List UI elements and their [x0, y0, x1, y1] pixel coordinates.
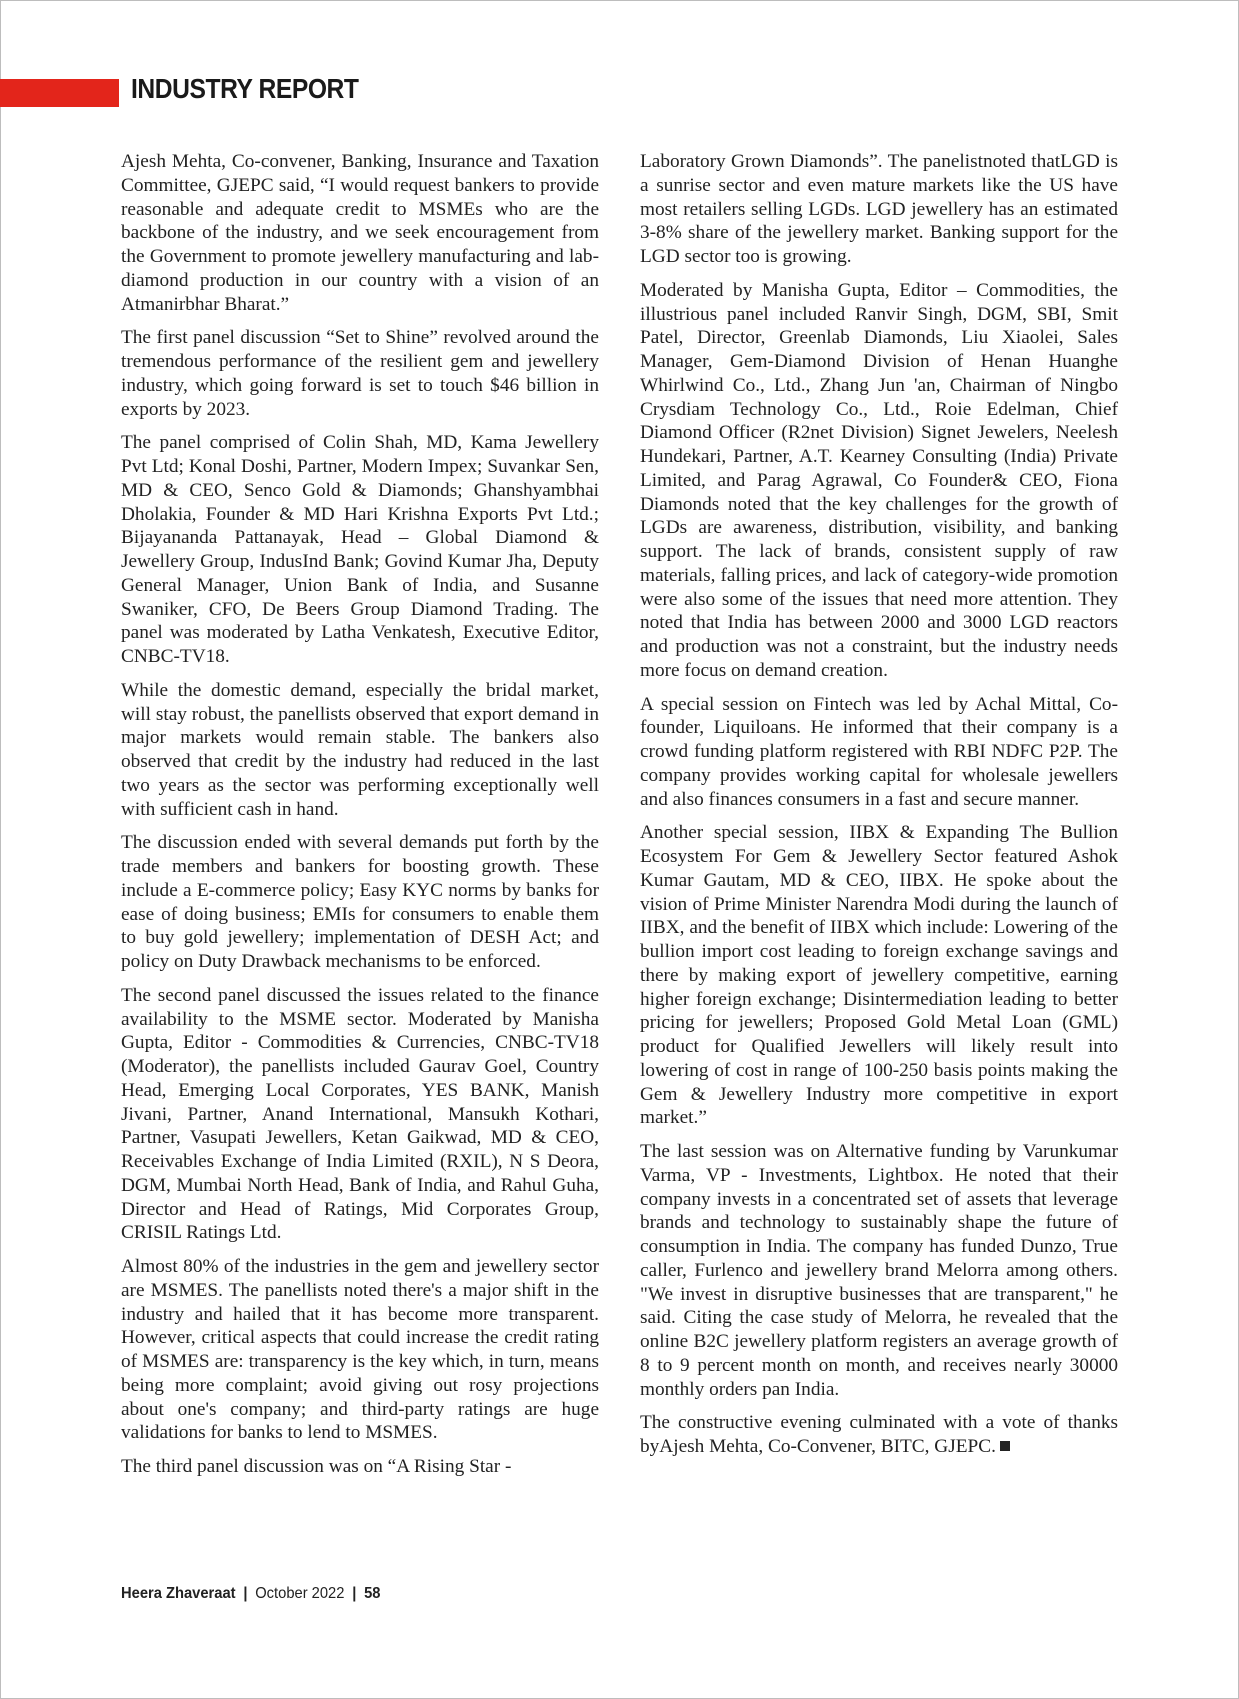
paragraph-ajesh-mehta-quote: Ajesh Mehta, Co-convener, Banking, Insurance and Taxation Committee, GJEPC said, “I would request bankers to provide reasonable and adequate credit to MSMEs who are the backbone of the industry, and we seek encouragement from the Government to promote jewellery manufacturing and lab-diamond production in our country with a vision of an Atmanirbhar Bharat.”: [121, 151, 599, 315]
footer-magazine-name: Heera Zhaveraat: [121, 1585, 236, 1602]
paragraph-demands: The discussion ended with several demands put forth by the trade members and bankers for boosting growth. These include a E-commerce policy; Easy KYC norms by banks for ease of doing business; EMIs for consumers to enable them to buy gold jewellery; implementation of DESH Act; and policy on Duty Drawback mechanisms to be enforced.: [121, 832, 599, 972]
footer-separator-2: |: [352, 1585, 357, 1602]
paragraph-first-panel: The first panel discussion “Set to Shine” revolved around the tremendous performance of the resilient gem and jewellery industry, which going forward is set to touch $46 billion in exports by 2023.: [121, 327, 599, 420]
paragraph-third-panel-cont: Laboratory Grown Diamonds”. The panelistnoted thatLGD is a sunrise sector and even mature markets like the US have most retailers selling LGDs. LGD jewellery has an estimated 3-8% share of the jewellery market. Banking support for the LGD sector too is growing.: [640, 151, 1118, 267]
footer-separator: |: [243, 1585, 248, 1602]
section-title: INDUSTRY REPORT: [131, 73, 359, 104]
paragraph-third-panel-start: The third panel discussion was on “A Rising Star -: [121, 1456, 512, 1477]
paragraph-alternative-funding: The last session was on Alternative funding by Varunkumar Varma, VP - Investments, Lightbox. He noted that their company invests in a concentrated set of assets that leverage brands and technology to sustainably shape the future of consumption in India. The company has funded Dunzo, True caller, Furlenco and jewellery brand Melorra among others. "We invest in disruptive businesses that are transparent," he said. Citing the case study of Melorra, he revealed that the online B2C jewellery platform registers an average growth of 8 to 9 percent month on month, and receives nearly 30000 monthly orders pan India.: [640, 1141, 1118, 1400]
paragraph-panel-members: The panel comprised of Colin Shah, MD, Kama Jewellery Pvt Ltd; Konal Doshi, Partner, Modern Impex; Suvankar Sen, MD & CEO, Senco Gold & Diamonds; Ghanshyambhai Dholakia, Founder & MD Hari Krishna Exports Pvt Ltd.; Bijayananda Pattanayak, Head – Global Diamond & Jewellery Group, IndusInd Bank; Govind Kumar Jha, Deputy General Manager, Union Bank of India, and Susanne Swaniker, CFO, De Beers Group Diamond Trading. The panel was moderated by Latha Venkatesh, Executive Editor, CNBC-TV18.: [121, 432, 599, 667]
article-column-right: [640, 150, 1118, 1469]
paragraph-closing: [640, 1411, 1118, 1459]
footer-page-number: 58: [364, 1585, 381, 1602]
article-column-left: [121, 150, 599, 1489]
end-of-article-icon: [1000, 1441, 1010, 1451]
page-footer: [121, 1585, 380, 1603]
footer-issue-date: October 2022: [255, 1585, 345, 1602]
paragraph-lgd-panel: Moderated by Manisha Gupta, Editor – Commodities, the illustrious panel included Ranvir Singh, DGM, SBI, Smit Patel, Director, Greenlab Diamonds, Liu Xiaolei, Sales Manager, Gem-Diamond Division of Henan Huanghe Whirlwind Co., Ltd., Zhang Jun 'an, Chairman of Ningbo Crysdiam Technology Co., Ltd., Roie Edelman, Chief Diamond Officer (R2net Division) Signet Jewelers, Neelesh Hundekari, Partner, A.T. Kearney Consulting (India) Private Limited, and Parag Agrawal, Co Founder& CEO, Fiona Diamonds noted that the key challenges for the growth of LGDs are awareness, distribution, visibility, and banking support. The lack of brands, consistent supply of raw materials, falling prices, and lack of category-wide promotion were also some of the issues that need more attention. They noted that India has between 2000 and 3000 LGD reactors and production was not a constraint, but the industry needs more focus on demand creation.: [640, 279, 1118, 681]
paragraph-second-panel: The second panel discussed the issues related to the finance availability to the MSME sector. Moderated by Manisha Gupta, Editor - Commodities & Currencies, CNBC-TV18 (Moderator), the panellists included Gaurav Goel, Country Head, Emerging Local Corporates, YES BANK, Manish Jivani, Partner, Anand International, Mansukh Kothari, Partner, Vasupati Jewellers, Ketan Gaikwad, MD & CEO, Receivables Exchange of India Limited (RXIL), N S Deora, DGM, Mumbai North Head, Bank of India, and Rahul Guha, Director and Head of Ratings, Mid Corporates Group, CRISIL Ratings Ltd.: [121, 984, 599, 1244]
paragraph-msmes: Almost 80% of the industries in the gem and jewellery sector are MSMES. The panellists noted there's a major shift in the industry and hailed that it has become more transparent. However, critical aspects that could increase the credit rating of MSMES are: transparency is the key which, in turn, means being more complaint; avoid giving out rosy projections about one's company; and third-party ratings are huge validations for banks to lend to MSMES.: [121, 1256, 599, 1444]
section-accent-bar: [0, 79, 119, 107]
paragraph-domestic-demand: While the domestic demand, especially the bridal market, will stay robust, the panellists observed that export demand in major markets would remain stable. The bankers also observed that credit by the industry had reduced in the last two years as the sector was performing exceptionally well with sufficient cash in hand.: [121, 679, 599, 820]
paragraph-fintech-session: A special session on Fintech was led by Achal Mittal, Co-founder, Liquiloans. He informed that their company is a crowd funding platform registered with RBI NDFC P2P. The company provides working capital for wholesale jewellers and also finances consumers in a fast and secure manner.: [640, 693, 1118, 810]
paragraph-iibx-session: Another special session, IIBX & Expanding The Bullion Ecosystem For Gem & Jewellery Sector featured Ashok Kumar Gautam, MD & CEO, IIBX. He spoke about the vision of Prime Minister Narendra Modi during the launch of IIBX, and the benefit of IIBX which include: Lowering of the bullion import cost leading to foreign exchange savings and there by making export of jewellery competitive, earning higher foreign exchange; Disintermediation leading to better pricing for jewellers; Proposed Gold Metal Loan (GML) product for Qualified Jewellers will likely result into lowering of cost in range of 100-250 basis points making the Gem & Jewellery Industry more competitive in export market.”: [640, 822, 1118, 1129]
closing-text: The constructive evening culminated with a vote of thanks byAjesh Mehta, Co-Convener, BITC, GJEPC.: [640, 1412, 1118, 1457]
